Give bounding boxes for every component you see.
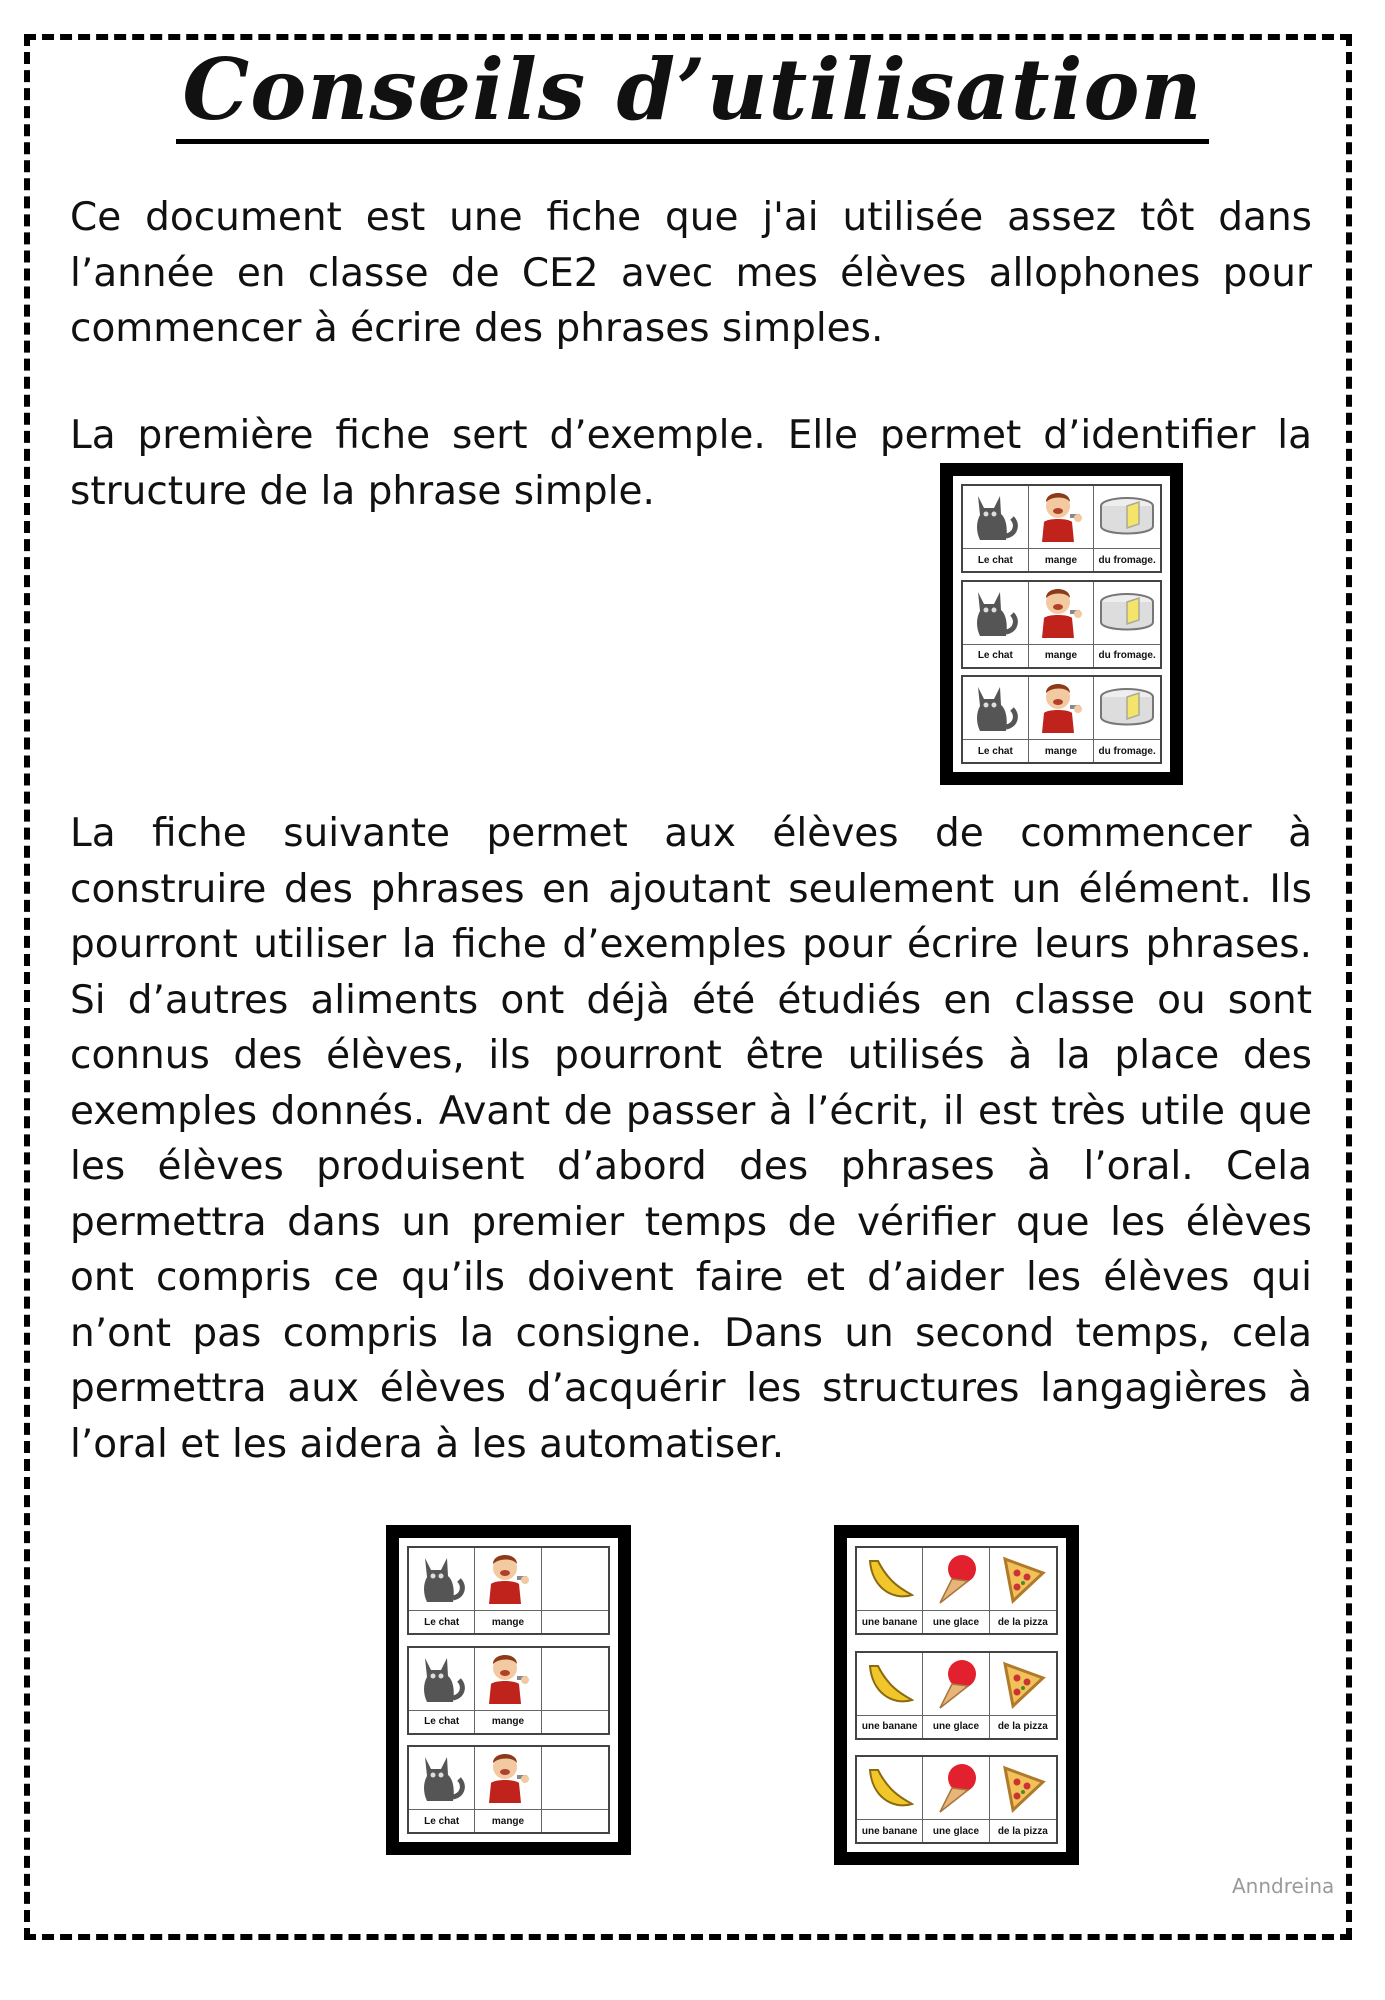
food-sheet-thumbnail <box>834 1525 1079 1865</box>
banana-icon <box>857 1757 922 1819</box>
strip-label: mange <box>1029 644 1094 667</box>
strip-label: mange <box>475 1710 540 1733</box>
sentence-strip <box>855 1755 1058 1844</box>
strip-cell <box>1029 486 1095 571</box>
empty-picture-slot <box>542 1747 608 1809</box>
strip-cell <box>963 677 1029 762</box>
strip-cell <box>1094 582 1160 667</box>
cat-icon <box>409 1648 474 1710</box>
strip-label: mange <box>475 1809 540 1832</box>
strip-cell <box>542 1648 608 1733</box>
strip-cell <box>542 1747 608 1832</box>
strip-cell <box>857 1757 923 1842</box>
strip-cell <box>542 1548 608 1633</box>
banana-icon <box>857 1653 922 1715</box>
sentence-strip <box>961 675 1162 764</box>
example-sheet-thumbnail <box>940 463 1183 785</box>
cat-icon <box>409 1747 474 1809</box>
strip-label: mange <box>1029 548 1094 571</box>
cheese-icon <box>1094 582 1160 644</box>
sentence-strip <box>961 580 1162 669</box>
strip-label: mange <box>475 1610 540 1633</box>
eating-boy-icon <box>1029 582 1094 644</box>
strip-label: une banane <box>857 1715 922 1738</box>
strip-label: Le chat <box>963 739 1028 762</box>
pizza-icon <box>990 1653 1056 1715</box>
strip-label: de la pizza <box>990 1819 1056 1842</box>
strip-label: une glace <box>923 1819 988 1842</box>
strip-cell <box>857 1548 923 1633</box>
eating-boy-icon <box>475 1648 540 1710</box>
paragraph-example-sheet: La première fiche sert d’exemple. Elle permet d’identifier la structure de la phrase simple. <box>70 413 1312 514</box>
strip-cell <box>475 1548 541 1633</box>
strip-cell <box>923 1548 989 1633</box>
strip-cell <box>1029 677 1095 762</box>
strip-label: Le chat <box>963 548 1028 571</box>
strip-label: une banane <box>857 1819 922 1842</box>
strip-label: du fromage. <box>1094 548 1160 571</box>
strip-cell <box>1029 582 1095 667</box>
strip-cell <box>409 1747 475 1832</box>
cat-icon <box>963 582 1028 644</box>
strip-label: du fromage. <box>1094 644 1160 667</box>
eating-boy-icon <box>475 1747 540 1809</box>
paragraph-intro: Ce document est une fiche que j'ai utilisée assez tôt dans l’année en classe de CE2 avec mes élèves allophones pour commencer à écrire des phrases simples. <box>70 195 1312 351</box>
strip-label: Le chat <box>409 1610 474 1633</box>
banana-icon <box>857 1548 922 1610</box>
ice-cream-icon <box>923 1653 988 1715</box>
strip-label: du fromage. <box>1094 739 1160 762</box>
empty-picture-slot <box>542 1548 608 1610</box>
author-credit: Anndreina <box>1232 1874 1335 1898</box>
food-sheet-content <box>847 1538 1066 1852</box>
strip-cell <box>1094 677 1160 762</box>
strip-cell <box>475 1747 541 1832</box>
strip-cell <box>990 1548 1056 1633</box>
paragraph-next-sheet: La fiche suivante permet aux élèves de commencer à construire des phrases en ajoutant seulement un élément. Ils pourront utiliser la fiche d’exemples pour écrire leurs phrases. Si d’autres aliments ont déjà été étudiés en classe ou sont connus des élèves, ils pourront être utilisés à la place des exemples donnés. Avant de passer à l’écrit, il est très utile que les élèves produisent d’abord des phrases à l’oral. Cela permettra dans un premier temps de vérifier que les élèves ont compris ce qu’ils doivent faire et d’aider les élèves qui n’ont pas compris la consigne. Dans un second temps, cela permettra aux élèves d’acquérir les structures langagières à l’oral et les aidera à les automatiser. <box>70 811 1312 1467</box>
strip-cell <box>923 1757 989 1842</box>
strip-label: une banane <box>857 1610 922 1633</box>
strip-cell <box>409 1648 475 1733</box>
strip-cell <box>475 1648 541 1733</box>
empty-picture-slot <box>542 1648 608 1710</box>
strip-label <box>542 1710 608 1733</box>
cheese-icon <box>1094 677 1160 739</box>
sentence-strip <box>855 1546 1058 1635</box>
strip-label: Le chat <box>409 1809 474 1832</box>
strip-label <box>542 1809 608 1832</box>
strip-label: Le chat <box>963 644 1028 667</box>
exercise-sheet-content <box>399 1538 618 1842</box>
strip-cell <box>1094 486 1160 571</box>
pizza-icon <box>990 1548 1056 1610</box>
sentence-strip <box>961 484 1162 573</box>
eating-boy-icon <box>1029 486 1094 548</box>
example-sheet-content <box>953 476 1170 772</box>
cat-icon <box>963 486 1028 548</box>
strip-cell <box>963 486 1029 571</box>
sentence-strip <box>407 1745 610 1834</box>
strip-cell <box>923 1653 989 1738</box>
ice-cream-icon <box>923 1548 988 1610</box>
strip-label: de la pizza <box>990 1715 1056 1738</box>
strip-label: mange <box>1029 739 1094 762</box>
strip-label: de la pizza <box>990 1610 1056 1633</box>
eating-boy-icon <box>475 1548 540 1610</box>
title-text: Conseils d’utilisation <box>176 40 1208 144</box>
page-title <box>0 40 1385 139</box>
ice-cream-icon <box>923 1757 988 1819</box>
strip-label: une glace <box>923 1610 988 1633</box>
strip-label: Le chat <box>409 1710 474 1733</box>
strip-cell <box>963 582 1029 667</box>
strip-cell <box>409 1548 475 1633</box>
cat-icon <box>409 1548 474 1610</box>
sentence-strip <box>855 1651 1058 1740</box>
strip-label: une glace <box>923 1715 988 1738</box>
strip-cell <box>990 1757 1056 1842</box>
strip-label <box>542 1610 608 1633</box>
pizza-icon <box>990 1757 1056 1819</box>
strip-cell <box>857 1653 923 1738</box>
strip-cell <box>990 1653 1056 1738</box>
sentence-strip <box>407 1546 610 1635</box>
exercise-sheet-thumbnail <box>386 1525 631 1855</box>
sentence-strip <box>407 1646 610 1735</box>
eating-boy-icon <box>1029 677 1094 739</box>
cheese-icon <box>1094 486 1160 548</box>
cat-icon <box>963 677 1028 739</box>
